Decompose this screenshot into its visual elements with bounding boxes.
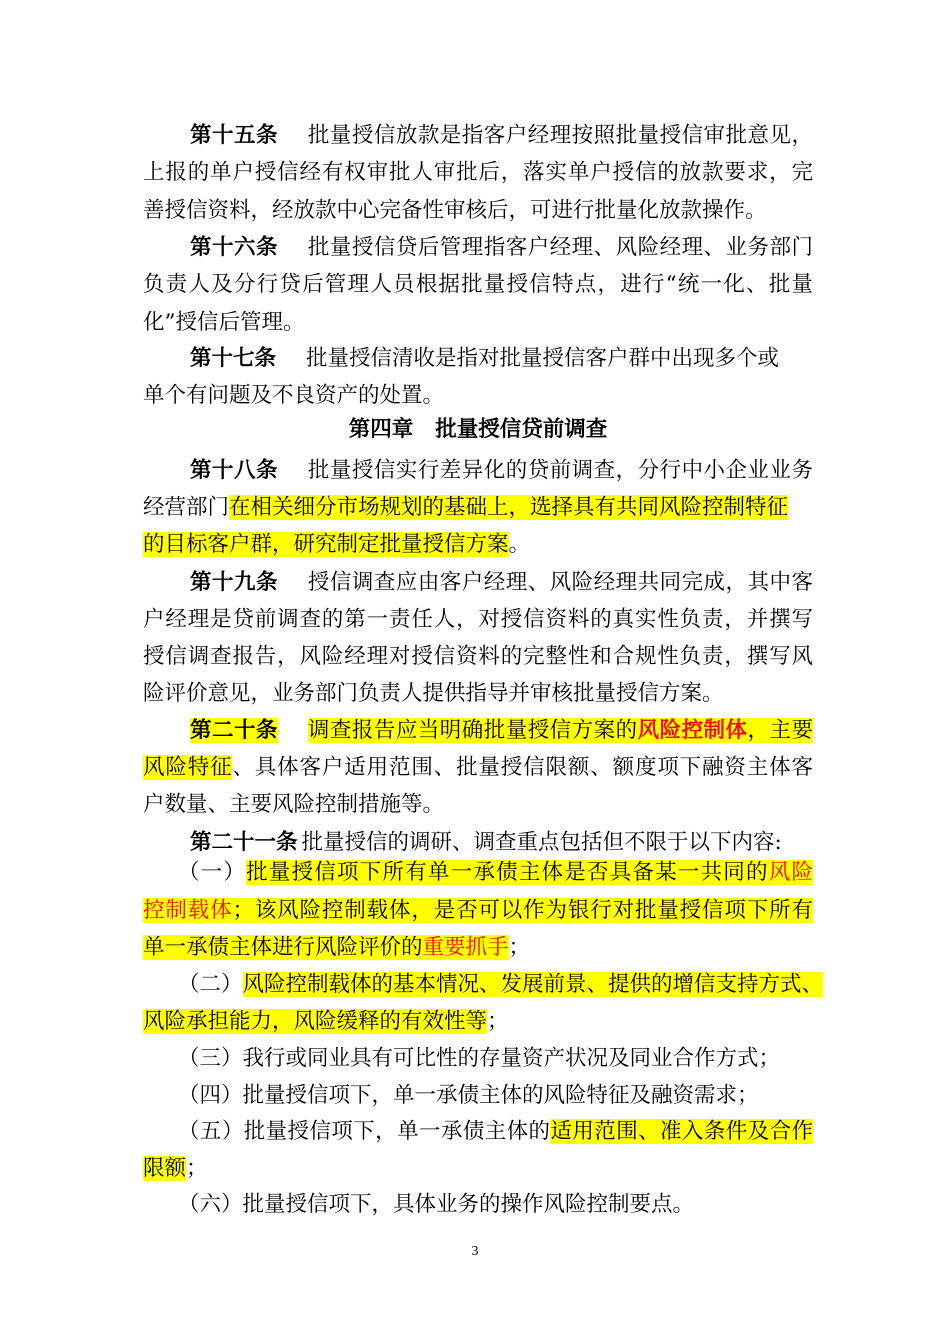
article-18-heading: 第十八条 xyxy=(190,458,278,483)
highlighted-text: 在相关细分市场规划的基础上，选择具有共同风险控制特征 xyxy=(229,495,789,520)
red-highlighted-text: 重要抓手 xyxy=(422,935,509,960)
item-5-line-1: （五）批量授信项下，单一承债主体的适用范围、准入条件及合作 xyxy=(178,1119,813,1144)
article-20-line-2: 风险特征、具体客户适用范围、批量授信限额、额度项下融资主体客 xyxy=(143,755,813,780)
item-5-line-2: 限额； xyxy=(143,1156,208,1181)
article-20-heading: 第二十条 xyxy=(190,718,278,743)
item-1-line-2: 控制载体；该风险控制载体，是否可以作为银行对批量授信项下所有 xyxy=(143,898,813,923)
article-19-line-1: 第十九条 授信调查应由客户经理、风险经理共同完成，其中客 xyxy=(190,570,813,595)
article-17-line-1: 第十七条 批量授信清收是指对批量授信客户群中出现多个或 xyxy=(190,346,780,371)
item-6-line: （六）批量授信项下，具体业务的操作风险控制要点。 xyxy=(178,1192,695,1217)
article-17-line-2: 单个有问题及不良资产的处置。 xyxy=(143,383,445,408)
article-15-heading: 第十五条 xyxy=(190,123,278,148)
article-19-line-3: 授信调查报告，风险经理对授信资料的完整性和合规性负责，撰写风 xyxy=(143,644,813,669)
article-21-heading: 第二十一条 xyxy=(190,830,298,855)
highlighted-text: 风险特征 xyxy=(143,755,233,780)
red-highlighted-text: 控制载体 xyxy=(143,898,233,923)
article-17-heading: 第十七条 xyxy=(190,346,277,371)
article-18-line-3: 的目标客户群，研究制定批量授信方案。 xyxy=(143,532,531,557)
chapter-heading xyxy=(143,412,813,448)
article-20-line-3: 户数量、主要风险控制措施等。 xyxy=(143,792,445,817)
item-4-line: （四）批量授信项下，单一承债主体的风险特征及融资需求； xyxy=(178,1083,759,1108)
article-15-line-2: 上报的单户授信经有权审批人审批后，落实单户授信的放款要求，完 xyxy=(143,160,813,185)
article-18-line-2: 经营部门在相关细分市场规划的基础上，选择具有共同风险控制特征 xyxy=(143,495,789,520)
red-highlighted-text: 风险 xyxy=(768,860,813,885)
article-20-line-1: 第二十条 调查报告应当明确批量授信方案的风险控制体，主要 xyxy=(190,718,813,743)
article-16-heading: 第十六条 xyxy=(190,235,278,260)
article-19-heading: 第十九条 xyxy=(190,570,278,595)
item-3-line: （三）我行或同业具有可比性的存量资产状况及同业合作方式； xyxy=(178,1046,781,1071)
item-1-line-3: 单一承债主体进行风险评价的重要抓手； xyxy=(143,935,531,960)
highlighted-text: 的目标客户群，研究制定批量授信方案 xyxy=(143,532,509,557)
article-15-line-3: 善授信资料，经放款中心完备性审核后，可进行批量化放款操作。 xyxy=(143,198,767,223)
chapter-title: 批量授信贷前调查 xyxy=(435,417,608,442)
red-highlighted-text: 风险控制体 xyxy=(637,718,748,743)
article-16-line-2: 负责人及分行贷后管理人员根据批量授信特点，进行“统一化、批量 xyxy=(143,272,813,297)
article-16-line-1: 第十六条 批量授信贷后管理指客户经理、风险经理、业务部门 xyxy=(190,235,813,260)
page-number: 3 xyxy=(471,1244,479,1259)
article-19-line-2: 户经理是贷前调查的第一责任人，对授信资料的真实性负责，并撰写 xyxy=(143,607,813,632)
article-21-line-1: 第二十一条 批量授信的调研、调查重点包括但不限于以下内容: xyxy=(190,830,782,855)
chapter-number: 第四章 xyxy=(348,417,414,442)
article-15-line-1: 第十五条 批量授信放款是指客户经理按照批量授信审批意见， xyxy=(190,123,813,148)
item-2-line-2: 风险承担能力，风险缓释的有效性等； xyxy=(143,1009,509,1034)
article-19-line-4: 险评价意见，业务部门负责人提供指导并审核批量授信方案。 xyxy=(143,681,724,706)
item-2-line-1: （二）风险控制载体的基本情况、发展前景、提供的增信支持方式、 xyxy=(178,972,824,997)
item-1-line-1: （一）批量授信项下所有单一承债主体是否具备某一共同的风险 xyxy=(178,860,813,885)
article-16-line-3: 化”授信后管理。 xyxy=(143,310,305,335)
article-18-line-1: 第十八条 批量授信实行差异化的贷前调查，分行中小企业业务 xyxy=(190,458,813,483)
